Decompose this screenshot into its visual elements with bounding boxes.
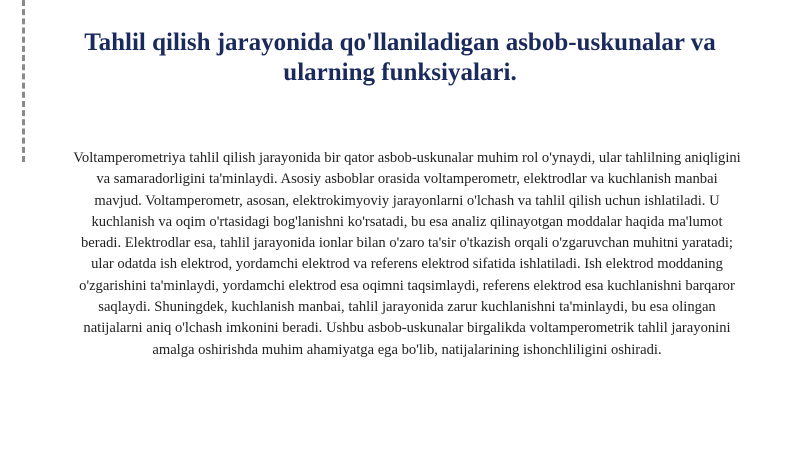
decorative-dashed-rule — [22, 0, 25, 162]
slide-body-text: Voltamperometriya tahlil qilish jarayonida bir qator asbob-uskunalar muhim rol o'ynaydi, ular tahlilning aniqligini va samaradorligini ta'minlaydi. Asosiy asboblar orasida voltamperometr, elektrodlar va kuchlanish manbai mavjud. Voltamperometr, asosan, elektrokimyoviy jarayonlarni o'lchash va tahlil qilish uchun ishlatiladi. U kuchlanish va oqim o'rtasidagi bog'lanishni ko'rsatadi, bu esa analiz qilinayotgan moddalar haqida ma'lumot beradi. Elektrodlar esa, tahlil jarayonida ionlar bilan o'zaro ta'sir o'tkazish orqali o'zgaruvchan muhitni yaratadi; ular odatda ish elektrod, yordamchi elektrod va referens elektrod sifatida ishlatiladi. Ish elektrod moddaning o'zgarishini ta'minlaydi, yordamchi elektrod esa oqimni taqsimlaydi, referens elektrod esa kuchlanishni barqaror saqlaydi. Shuningdek, kuchlanish manbai, tahlil jarayonida zarur kuchlanishni ta'minlaydi, bu esa olingan natijalarni aniq o'lchash imkonini beradi. Ushbu asbob-uskunalar birgalikda voltamperometrik tahlil jarayonini amalga oshirishda muhim ahamiyatga ega bo'lib, natijalarining ishonchliligini oshiradi. — [73, 150, 741, 358]
slide-title: Tahlil qilish jarayonida qo'llaniladigan asbob-uskunalar va ularning funksiyalari. — [84, 29, 716, 86]
